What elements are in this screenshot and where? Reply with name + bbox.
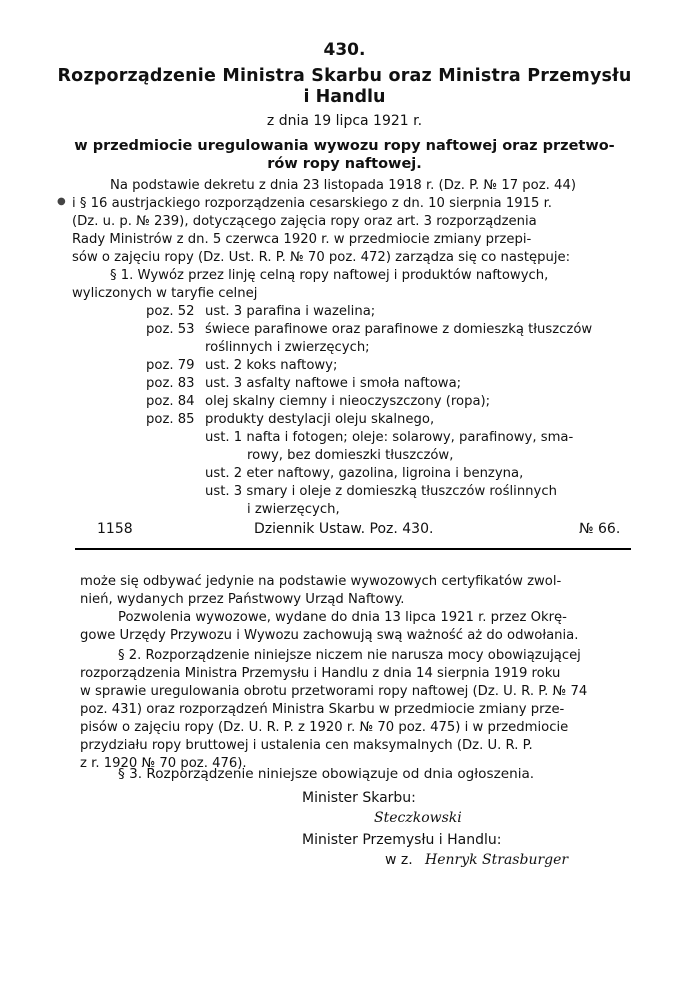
margin-dot: ● [57,196,66,207]
tariff-subitem: ust. 2 eter naftowy, gazolina, ligroina i benzyna, [205,466,524,481]
tariff-item: ust. 2 koks naftowy; [205,358,338,373]
body-line: przydziału ropy bruttowej i ustalenia cen maksymalnych (Dz. U. R. P. [80,738,533,753]
page-number: 1158 [97,521,133,537]
tariff-position: poz. 52 [146,304,195,319]
signature-name-2: Henryk Strasburger [425,852,569,868]
body-line: gowe Urzędy Przywozu i Wywozu zachowują swą ważność aż do odwołania. [80,628,579,643]
tariff-item: świece parafinowe oraz parafinowe z domieszką tłuszczów [205,322,593,337]
tariff-subitem: rowy, bez domieszki tłuszczów, [247,448,454,463]
signature-title-1: Minister Skarbu: [302,790,416,806]
body-line: może się odbywać jedynie na podstawie wywozowych certyfikatów zwol- [80,574,562,589]
tariff-position: poz. 83 [146,376,195,391]
signature-name-1: Steczkowski [374,810,462,826]
body-line: Pozwolenia wywozowe, wydane do dnia 13 lipca 1921 r. przez Okrę- [118,610,567,625]
preamble-line: sów o zajęciu ropy (Dz. Ust. R. P. № 70 poz. 472) zarządza się co następuje: [72,250,571,265]
preamble-line: Rady Ministrów z dn. 5 czerwca 1920 r. w przedmiocie zmiany przepi- [72,232,532,247]
body-line: w sprawie uregulowania obrotu przetworami ropy naftowej (Dz. U. R. P. № 74 [80,684,588,699]
body-line: pisów o zajęciu ropy (Dz. U. R. P. z 1920 r. № 70 poz. 475) i w przedmiocie [80,720,569,735]
subject-line-2: rów ropy naftowej. [267,156,422,172]
title-line-2: i Handlu [303,87,386,107]
tariff-item: ust. 3 parafina i wazelina; [205,304,376,319]
tariff-position: poz. 84 [146,394,195,409]
tariff-item: produkty destylacji oleju skalnego, [205,412,435,427]
preamble-line: i § 16 austrjackiego rozporządzenia cesarskiego z dn. 10 sierpnia 1915 r. [72,196,552,211]
paragraph-1-line: wyliczonych w taryfie celnej [72,286,258,301]
body-line: § 2. Rozporządzenie niniejsze niczem nie narusza mocy obowiązującej [118,648,581,663]
paragraph-3: § 3. Rozporządzenie niniejsze obowiązuje od dnia ogłoszenia. [118,766,535,782]
tariff-item: olej skalny ciemny i nieoczyszczony (ropa); [205,394,491,409]
title-line-1: Rozporządzenie Ministra Skarbu oraz Ministra Przemysłu [57,66,632,86]
tariff-position: poz. 53 [146,322,195,337]
signature-title-2: Minister Przemysłu i Handlu: [302,832,502,848]
journal-title: Dziennik Ustaw. Poz. 430. [254,521,434,537]
tariff-item: ust. 3 asfalty naftowe i smoła naftowa; [205,376,462,391]
signature-prefix-2: w z. [385,852,413,868]
body-line: poz. 431) oraz rozporządzeń Ministra Skarbu w przedmiocie zmiany prze- [80,702,565,717]
tariff-item: roślinnych i zwierzęcych; [205,340,370,355]
issue-number: № 66. [579,521,621,537]
preamble-line: Na podstawie dekretu z dnia 23 listopada 1918 r. (Dz. P. № 17 poz. 44) [110,178,576,193]
header-rule [75,548,631,550]
tariff-position: poz. 85 [146,412,195,427]
tariff-subitem: ust. 3 smary i oleje z domieszką tłuszczów roślinnych [205,484,557,499]
tariff-subitem: ust. 1 nafta i fotogen; oleje: solarowy, parafinowy, sma- [205,430,574,445]
preamble-line: (Dz. u. p. № 239), dotyczącego zajęcia ropy oraz art. 3 rozporządzenia [72,214,537,229]
act-number: 430. [323,40,366,60]
tariff-position: poz. 79 [146,358,195,373]
subject-line-1: w przedmiocie uregulowania wywozu ropy naftowej oraz przetwo- [74,138,615,154]
body-line: z r. 1920 № 70 poz. 476). [80,756,247,771]
tariff-subitem: i zwierzęcych, [247,502,340,517]
paragraph-1-line: § 1. Wywóz przez linję celną ropy naftowej i produktów naftowych, [110,268,549,283]
body-line: rozporządzenia Ministra Przemysłu i Handlu z dnia 14 sierpnia 1919 roku [80,666,561,681]
act-date: z dnia 19 lipca 1921 r. [266,113,423,129]
body-line: nień, wydanych przez Państwowy Urząd Naftowy. [80,592,405,607]
